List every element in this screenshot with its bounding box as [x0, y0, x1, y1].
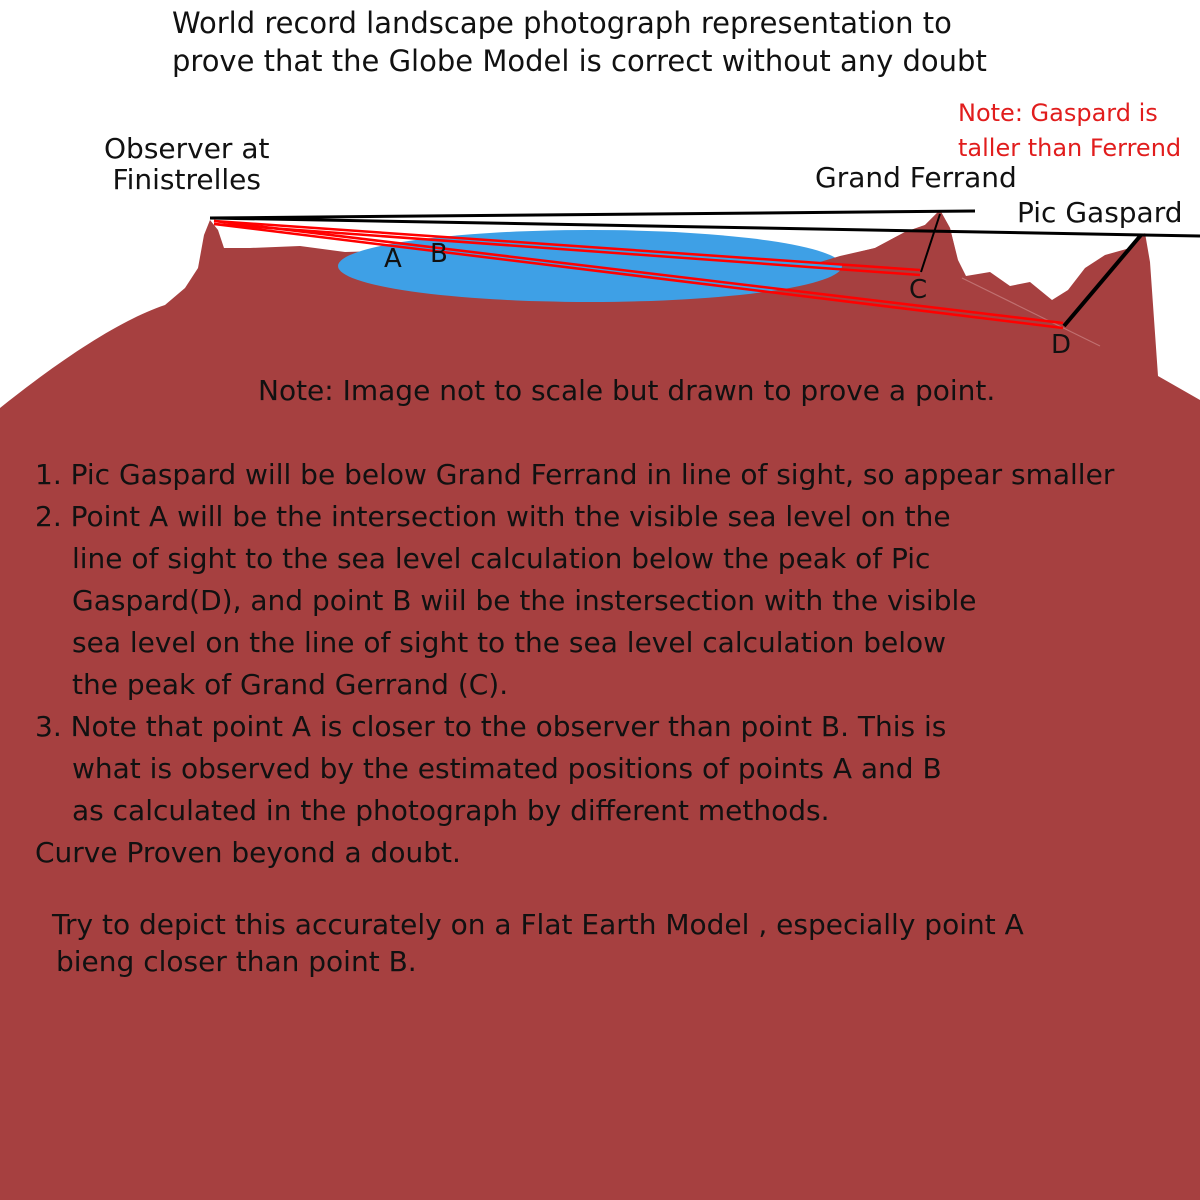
grand-ferrand-label: Grand Ferrand — [815, 161, 1017, 194]
note-red-line-2: taller than Ferrend — [958, 134, 1182, 162]
sight-line-ferrand — [210, 211, 975, 218]
list-line: 1. Pic Gaspard will be below Grand Ferrand in line of sight, so appear smaller — [35, 458, 1115, 491]
list-line: as calculated in the photograph by different methods. — [72, 794, 830, 827]
closing-challenge — [52, 906, 1024, 980]
point-c-label: C — [909, 275, 928, 305]
point-a-label: A — [384, 244, 402, 274]
closing-line-2: bieng closer than point B. — [56, 945, 417, 978]
gaspard-height-note — [958, 96, 1181, 166]
list-line: the peak of Grand Gerrand (C). — [72, 668, 509, 701]
conclusion-line: Curve Proven beyond a doubt. — [35, 836, 461, 869]
observer-label-line-1: Observer at — [104, 132, 270, 165]
diagram-title — [172, 4, 987, 80]
list-line: 3. Note that point A is closer to the observer than point B. This is — [35, 710, 947, 743]
list-line: Gaspard(D), and point B wiil be the instersection with the visible — [72, 584, 977, 617]
explanation-list — [35, 454, 1114, 874]
observer-label-line-2: Finistrelles — [112, 163, 261, 196]
scale-note: Note: Image not to scale but drawn to prove a point. — [258, 374, 996, 407]
title-line-2: prove that the Globe Model is correct without any doubt — [172, 44, 987, 78]
pic-gaspard-label: Pic Gaspard — [1017, 196, 1183, 229]
point-b-label: B — [430, 239, 448, 269]
note-red-line-1: Note: Gaspard is — [958, 99, 1158, 127]
list-line: line of sight to the sea level calculation below the peak of Pic — [72, 542, 931, 575]
list-line: sea level on the line of sight to the sea level calculation below — [72, 626, 947, 659]
list-line: 2. Point A will be the intersection with the visible sea level on the — [35, 500, 951, 533]
title-line-1: World record landscape photograph representation to — [172, 6, 952, 40]
list-line: what is observed by the estimated positions of points A and B — [72, 752, 942, 785]
point-d-label: D — [1051, 330, 1072, 360]
closing-line-1: Try to depict this accurately on a Flat Earth Model , especially point A — [52, 908, 1024, 941]
observer-label — [104, 133, 269, 195]
